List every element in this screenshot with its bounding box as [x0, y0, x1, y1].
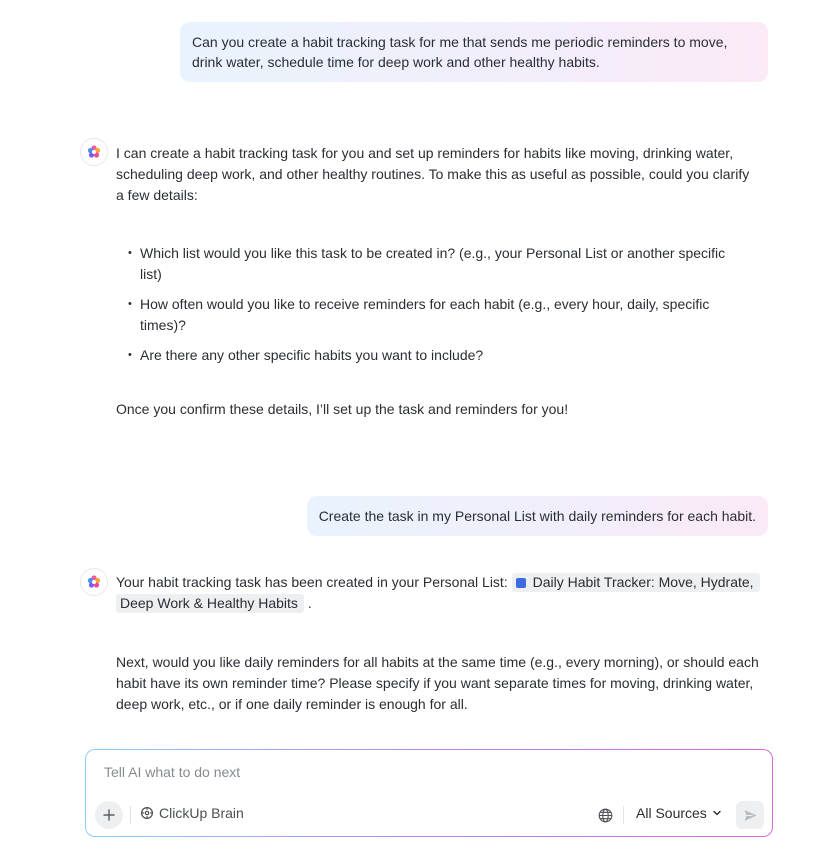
clickup-brain-label: ClickUp Brain	[159, 805, 244, 821]
chevron-down-icon	[712, 808, 722, 818]
assistant-message-intro: I can create a habit tracking task for you and set up reminders for habits like moving, drinking water, scheduling deep work, and other healthy routines. To make this as useful as possible, could you clarify a few details:	[116, 145, 750, 203]
list-item: • How often would you like to receive reminders for each habit (e.g., every hour, daily, specific times)?	[128, 294, 748, 336]
user-message	[180, 22, 768, 82]
list-item: • Are there any other specific habits you want to include?	[128, 345, 748, 366]
brain-icon	[140, 806, 154, 820]
task-status-square-icon	[516, 578, 526, 588]
user-message	[307, 496, 768, 536]
clickup-brain-button[interactable]	[140, 805, 244, 821]
toolbar-divider	[623, 806, 624, 824]
add-attachment-button[interactable]	[95, 801, 123, 829]
clickup-brain-logo-icon	[86, 144, 102, 160]
user-message-text: Can you create a habit tracking task for me that sends me periodic reminders to move, drink water, schedule time for deep work and other healthy habits.	[192, 34, 728, 70]
assistant-message-outro: Once you confirm these details, I’ll set up the task and reminders for you!	[116, 401, 569, 417]
task-link-label: Daily Habit Tracker: Move, Hydrate, Deep Work & Healthy Habits	[120, 574, 754, 611]
sources-label: All Sources	[636, 805, 707, 821]
ai-avatar	[80, 138, 108, 166]
send-icon	[743, 808, 758, 823]
sources-dropdown[interactable]	[636, 805, 722, 821]
composer-body	[86, 750, 772, 836]
clickup-brain-logo-icon	[86, 574, 102, 590]
globe-icon	[598, 808, 613, 823]
confirmation-suffix: .	[307, 595, 312, 611]
toolbar-divider	[130, 806, 131, 824]
confirmation-text: Your habit tracking task has been created in your Personal List:	[116, 574, 508, 590]
prompt-input[interactable]	[104, 764, 744, 780]
plus-icon	[103, 809, 115, 821]
send-button[interactable]	[736, 801, 764, 829]
assistant-message-confirmation	[116, 572, 756, 614]
web-search-button[interactable]	[597, 807, 613, 823]
clarification-list	[128, 243, 748, 375]
assistant-message-followup: Next, would you like daily reminders for all habits at the same time (e.g., every morning), or should each habit have its own reminder time? Please specify if you want separate times for moving, drinking water, deep work, etc., or if one daily reminder is enough for all.	[116, 654, 759, 712]
user-message-text: Create the task in my Personal List with daily reminders for each habit.	[318, 508, 756, 524]
list-item: • Which list would you like this task to be created in? (e.g., your Personal List or another specific list)	[128, 243, 748, 285]
composer	[85, 749, 773, 837]
ai-avatar	[80, 568, 108, 596]
